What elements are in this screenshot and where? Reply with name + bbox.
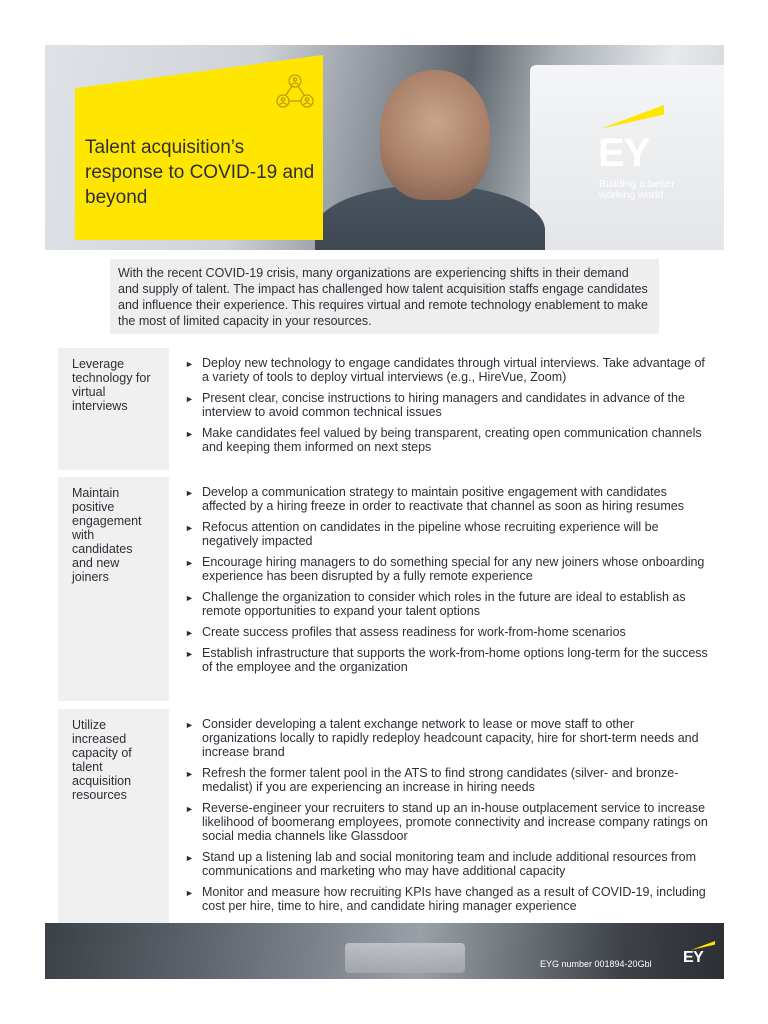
bullet-arrow-icon: ► <box>185 720 194 730</box>
list-item: ► Establish infrastructure that supports the work-from-home options long-term for the success of the employee and the organization <box>185 646 708 674</box>
bullet-list <box>185 717 710 920</box>
list-item: ► Deploy new technology to engage candidates through virtual interviews. Take advantage of a variety of tools to deploy virtual interviews (e.g., HireVue, Zoom) <box>185 356 705 384</box>
list-item: ► Present clear, concise instructions to hiring managers and candidates in advance of the interview to avoid common technical issues <box>185 391 685 419</box>
bullet-list <box>185 485 710 681</box>
bullet-arrow-icon: ► <box>185 394 194 404</box>
bullet-list <box>185 356 710 461</box>
keyboard-image <box>345 943 465 973</box>
bullet-arrow-icon: ► <box>185 649 194 659</box>
bullet-arrow-icon: ► <box>185 429 194 439</box>
list-item: ► Reverse-engineer your recruiters to stand up an in-house outplacement service to increase likelihood of boomerang employees, promote connectivity and increase company ratings on social media channels like Glassdoor <box>185 801 708 843</box>
bullet-arrow-icon: ► <box>185 593 194 603</box>
ey-logo-text: EY <box>598 131 650 175</box>
list-item: ► Encourage hiring managers to do something special for any new joiners whose onboarding experience has been disrupted by a fully remote experience <box>185 555 705 583</box>
section-label: Leverage technology for virtual interviews <box>58 348 169 470</box>
intro-paragraph: With the recent COVID-19 crisis, many organizations are experiencing shifts in their demand and supply of talent. The impact has challenged how talent acquisition staffs engage candidates and influence their experience. This requires virtual and remote technology enablement to make the most of limited capacity in your resources. <box>110 259 659 334</box>
people-network-icon <box>275 74 315 112</box>
ey-beam-icon <box>600 105 664 129</box>
bullet-arrow-icon: ► <box>185 523 194 533</box>
bullet-arrow-icon: ► <box>185 359 194 369</box>
ey-logo-text: EY <box>683 949 704 966</box>
bullet-arrow-icon: ► <box>185 558 194 568</box>
ey-tagline: Building a better working world <box>599 178 675 201</box>
bullet-arrow-icon: ► <box>185 804 194 814</box>
section-label: Utilize increased capacity of talent acquisition resources <box>58 709 169 923</box>
bullet-arrow-icon: ► <box>185 488 194 498</box>
list-item: ► Consider developing a talent exchange network to lease or move staff to other organizations locally to rapidly redeploy headcount capacity, hire for short-term needs and increase brand <box>185 717 699 759</box>
list-item: ► Create success profiles that assess readiness for work-from-home scenarios <box>185 625 626 639</box>
list-item: ► Monitor and measure how recruiting KPIs have changed as a result of COVID-19, including cost per hire, time to hire, and candidate hiring manager experience <box>185 885 706 913</box>
bullet-arrow-icon: ► <box>185 853 194 863</box>
list-item: ► Challenge the organization to consider which roles in the future are ideal to establish as remote opportunities to expand your talent options <box>185 590 686 618</box>
bullet-arrow-icon: ► <box>185 888 194 898</box>
page-title: Talent acquisition’s response to COVID-19 and beyond <box>85 137 315 208</box>
list-item: ► Refocus attention on candidates in the pipeline whose recruiting experience will be negatively impacted <box>185 520 659 548</box>
footer-photo <box>45 923 724 979</box>
ey-logo <box>598 105 698 205</box>
list-item: ► Develop a communication strategy to maintain positive engagement with candidates affected by a hiring freeze in order to reactivate that channel as soon as hiring resumes <box>185 485 684 513</box>
bullet-arrow-icon: ► <box>185 769 194 779</box>
list-item: ► Refresh the former talent pool in the ATS to find strong candidates (silver- and bronze-medalist) if you are experiencing an increase in hiring needs <box>185 766 679 794</box>
document-number: EYG number 001894-20Gbl <box>540 959 652 969</box>
person-head-image <box>380 70 490 200</box>
bullet-arrow-icon: ► <box>185 628 194 638</box>
section-label: Maintain positive engagement with candidates and new joiners <box>58 477 169 701</box>
list-item: ► Stand up a listening lab and social monitoring team and include additional resources from communications and marketing who may have additional capacity <box>185 850 697 878</box>
list-item: ► Make candidates feel valued by being transparent, creating open communication channels and keeping them informed on next steps <box>185 426 702 454</box>
footer-ey-logo <box>683 941 717 971</box>
